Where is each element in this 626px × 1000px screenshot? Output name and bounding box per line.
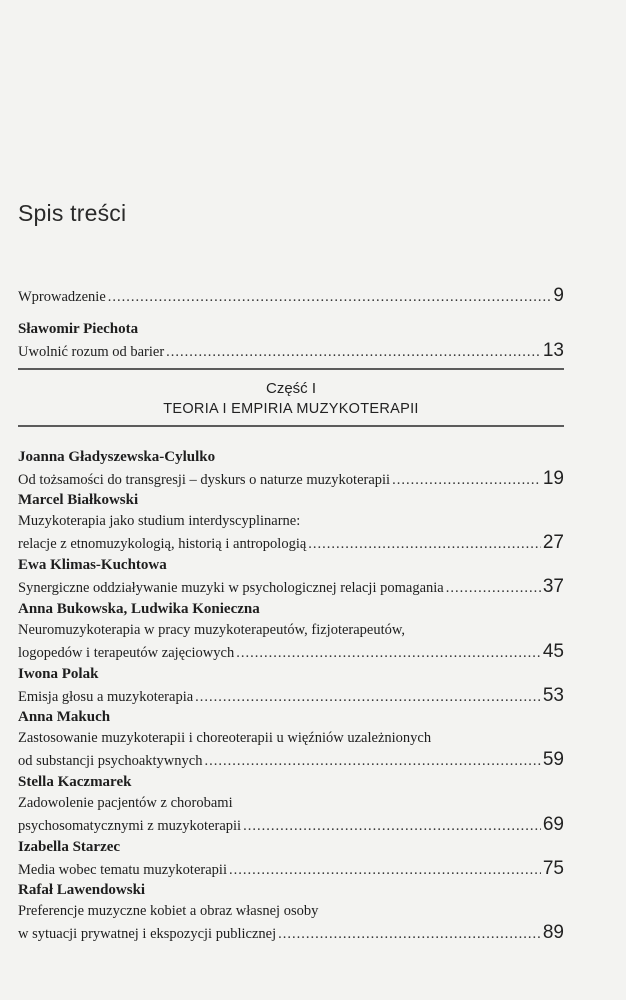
page-number: 27 bbox=[542, 532, 564, 553]
toc-line bbox=[18, 532, 564, 554]
toc-title: Zastosowanie muzykoterapii i choreoterapii u więźniów uzależnionych bbox=[18, 730, 432, 746]
part-label: Część I bbox=[265, 380, 316, 397]
toc-title: psychosomatycznymi z muzykoterapii bbox=[18, 818, 242, 834]
leader-dots bbox=[278, 923, 541, 945]
page-number: 75 bbox=[542, 858, 564, 879]
bottom-rule bbox=[18, 425, 564, 427]
toc-title: Muzykoterapia jako studium interdyscyplinarne: bbox=[18, 513, 301, 529]
leader-dots bbox=[446, 577, 541, 599]
toc-entry bbox=[18, 554, 564, 598]
toc-entry bbox=[18, 663, 564, 707]
toc-entry bbox=[18, 879, 564, 944]
toc-line bbox=[18, 468, 564, 490]
leader-dots bbox=[229, 859, 541, 881]
toc-title: Emisja głosu a muzykoterapia bbox=[18, 689, 194, 705]
toc-title: Wprowadzenie bbox=[18, 289, 106, 305]
toc-title: Synergiczne oddziaływanie muzyki w psychologicznej relacji pomagania bbox=[18, 580, 444, 596]
leader-dots bbox=[108, 286, 552, 308]
toc-entry-intro bbox=[18, 285, 564, 307]
toc-title: relacje z etnomuzykologią, historią i antropologią bbox=[18, 536, 307, 552]
toc-entry bbox=[18, 598, 564, 663]
author-name: Sławomir Piechota bbox=[18, 321, 139, 337]
leader-dots bbox=[243, 815, 541, 837]
leader-dots bbox=[236, 642, 541, 664]
leader-dots bbox=[392, 469, 541, 491]
toc-entry-piechota bbox=[18, 318, 564, 362]
author-name: Izabella Starzec bbox=[18, 839, 121, 855]
toc-title: od substancji psychoaktywnych bbox=[18, 753, 203, 769]
toc-title: w sytuacji prywatnej i ekspozycji publicznej bbox=[18, 926, 277, 942]
author-name: Ewa Klimas-Kuchtowa bbox=[18, 557, 167, 573]
author-name: Anna Bukowska, Ludwika Konieczna bbox=[18, 601, 260, 617]
author-name: Stella Kaczmarek bbox=[18, 774, 132, 790]
page-number: 53 bbox=[542, 685, 564, 706]
toc-entry bbox=[18, 446, 564, 490]
author-name: Marcel Białkowski bbox=[18, 492, 139, 508]
toc-title: logopedów i terapeutów zajęciowych bbox=[18, 645, 235, 661]
page-number: 37 bbox=[542, 576, 564, 597]
toc-entry bbox=[18, 706, 564, 771]
author-name: Iwona Polak bbox=[18, 666, 99, 682]
leader-dots bbox=[204, 750, 540, 772]
page-number: 13 bbox=[542, 340, 564, 361]
toc-title: Uwolnić rozum od barier bbox=[18, 344, 165, 360]
page-number: 19 bbox=[542, 468, 564, 489]
toc-line bbox=[18, 858, 564, 880]
toc-title: Neuromuzykoterapia w pracy muzykoterapeutów, fizjoterapeutów, bbox=[18, 622, 406, 638]
toc-title: Od tożsamości do transgresji – dyskurs o naturze muzykoterapii bbox=[18, 472, 391, 488]
toc-entry bbox=[18, 489, 564, 554]
page-title: Spis treści bbox=[18, 200, 127, 226]
toc-entry bbox=[18, 771, 564, 836]
toc-line bbox=[18, 641, 564, 663]
page-number: 45 bbox=[542, 641, 564, 662]
toc-line bbox=[18, 340, 564, 362]
toc-line bbox=[18, 749, 564, 771]
toc-title: Preferencje muzyczne kobiet a obraz własnej osoby bbox=[18, 903, 319, 919]
leader-dots bbox=[166, 341, 541, 363]
leader-dots bbox=[195, 686, 541, 708]
author-name: Anna Makuch bbox=[18, 709, 111, 725]
toc-line bbox=[18, 922, 564, 944]
page-number: 59 bbox=[542, 749, 564, 770]
leader-dots bbox=[308, 533, 541, 555]
author-name: Joanna Gładyszewska-Cylulko bbox=[18, 449, 216, 465]
toc-line bbox=[18, 285, 564, 307]
toc-title: Zadowolenie pacjentów z chorobami bbox=[18, 795, 233, 811]
toc-line bbox=[18, 814, 564, 836]
top-rule bbox=[18, 368, 564, 370]
page-number: 89 bbox=[542, 922, 564, 943]
page-number: 69 bbox=[542, 814, 564, 835]
page-number: 9 bbox=[553, 285, 564, 306]
part-title: TEORIA I EMPIRIA MUZYKOTERAPII bbox=[163, 401, 419, 417]
author-name: Rafał Lawendowski bbox=[18, 882, 146, 898]
toc-line bbox=[18, 576, 564, 598]
toc-line bbox=[18, 685, 564, 707]
toc-entry bbox=[18, 836, 564, 880]
toc-title: Media wobec tematu muzykoterapii bbox=[18, 862, 227, 878]
